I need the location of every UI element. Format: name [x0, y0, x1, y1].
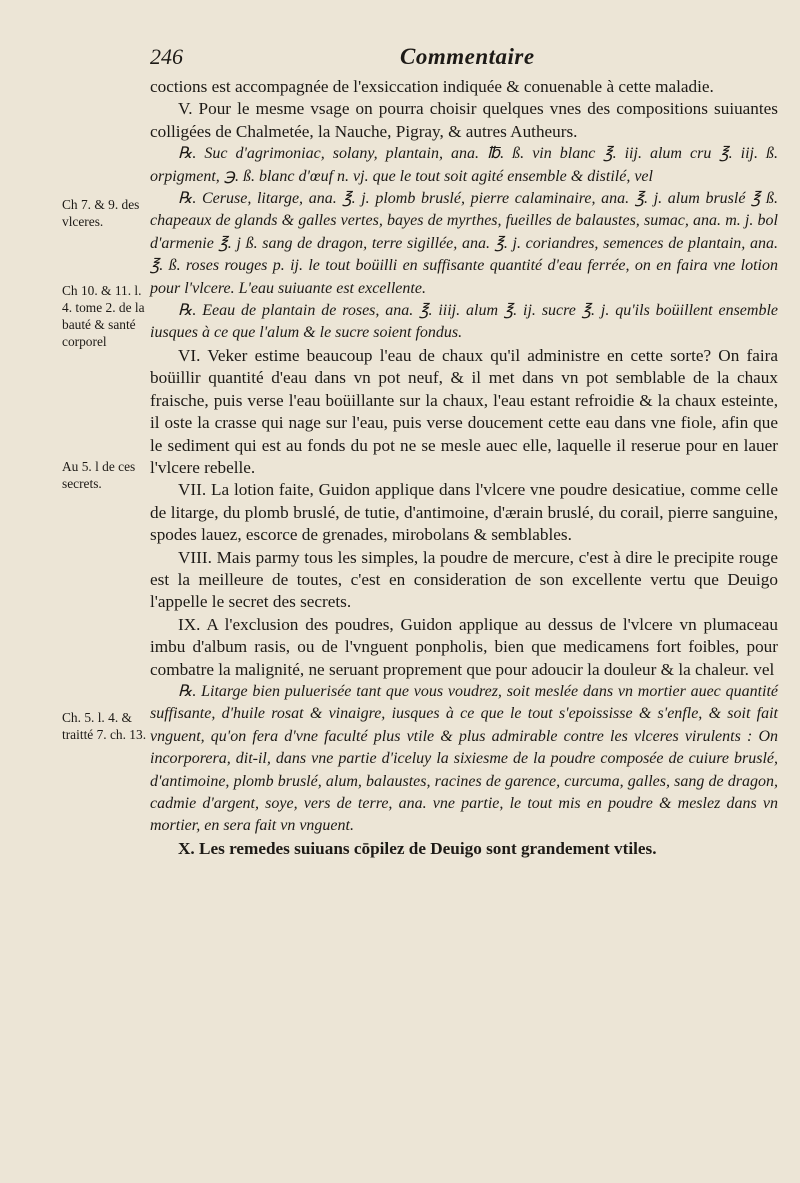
margin-note	[62, 282, 150, 350]
margin-note	[62, 458, 150, 492]
recipe-paragraph: ℞. Eeau de plantain de roses, ana. ℥. iiij. alum ℥. ij. sucre ℥. j. qu'ils boüillent ensemble iusques à ce que l'alum & le sucre soient fondus.	[150, 302, 778, 342]
paragraph: X. Les remedes suiuans cōpilez de Deuigo sont grandement vtiles.	[178, 838, 657, 858]
page-header	[150, 44, 780, 74]
recipe-paragraph: ℞. Ceruse, litarge, ana. ℥. j. plomb bruslé, pierre calaminaire, ana. ℥. j. alum bruslé ℥ ß. chapeaux de glands & galles vertes, bayes de myrthes, fueilles de balaustes, sumac, ana. m. j. bol d'armenie ℥. j ß. sang de dragon, terre sigillée, ana. ℥. j. coriandres, semences de plantain, ana. ℥. ß. roses rouges p. ij. le tout boüilli en suffisante quantité d'eau ferrée, on en faira vne lotion pour l'vlcere. L'eau suiuante est excellente.	[150, 190, 778, 297]
paragraph: VII. La lotion faite, Guidon applique dans l'vlcere vne poudre desicatiue, comme celle de litarge, du plomb bruslé, de tutie, d'antimoine, d'ærain bruslé, du corail, pierre sanguine, spodes lauez, escorce de grenades, mirobolans & semblables.	[150, 480, 778, 545]
paragraph: coctions est accompagnée de l'exsiccation indiquée & conuenable à cette maladie.	[150, 77, 714, 96]
page-number: 246	[150, 44, 183, 69]
margin-note	[62, 709, 150, 743]
recipe-paragraph: ℞. Litarge bien puluerisée tant que vous voudrez, soit meslée dans vn mortier auec quantité suffisante, d'huile rosat & vinaigre, iusques à ce que le tout s'epoississe & s'enfle, & soit fait vnguent, qu'on fera d'vne faculté plus vtile & plus admirable contre les vlceres virulents : On incorporera, dit-il, dans vne partie d'iceluy la sixiesme de la poudre composée de cuiure bruslé, d'antimoine, plomb bruslé, alum, balaustes, racines de garence, curcuma, galles, sang de dragon, cadmie d'argent, soye, vers de terre, ana. vne partie, le tout mis en poudre & meslez dans vn mortier, en sera fait vn vnguent.	[150, 682, 778, 835]
paragraph: V. Pour le mesme vsage on pourra choisir quelques vnes des compositions suiuantes colligées de Chalmetée, la Nauche, Pigray, & autres Autheurs.	[150, 99, 778, 141]
paragraph: IX. A l'exclusion des poudres, Guidon applique au dessus de l'vlcere vn plumaceau imbu d'album rasis, ou de l'vnguent ponpholis, bien que medicamens fort foibles, pour combatre la malignité, ne seruant proprement que pour adoucir la douleur & la chaleur. vel	[150, 614, 778, 679]
margin-note-text: Au 5. l de ces secrets.	[62, 459, 136, 491]
paragraph: VI. Veker estime beaucoup l'eau de chaux qu'il administre en cette sorte? On faira boüillir quantité d'eau dans vn pot neuf, & il met dans vn pot semblable de la chaux fraische, puis verse l'eau boüillante sur la chaux, l'eau estant refroidie & la chaux esteinte, il oste la crasse qui nage sur l'eau, puis verse doucement cette eau dans vne fiole, afin que le sediment qui est au fonds du pot ne se mesle auec elle, laquelle il reserue pour en lauer l'vlcere rebelle.	[150, 345, 778, 477]
margin-note-text: Ch. 5. l. 4. & traitté 7. ch. 13.	[62, 710, 147, 742]
running-title: Commentaire	[400, 44, 535, 69]
main-text	[150, 76, 778, 860]
margin-note	[62, 196, 150, 230]
paragraph: VIII. Mais parmy tous les simples, la poudre de mercure, c'est à dire le precipite rouge est la meilleure de toutes, c'est en consideration de son excellente vertu que Deuigo l'appelle le secret des secrets.	[150, 547, 778, 612]
recipe-paragraph: ℞. Suc d'agrimoniac, solany, plantain, ana. ℔. ß. vin blanc ℥. iij. alum cru ℥. iij. ß. orpigment, ℈. ß. blanc d'œuf n. vj. que le tout soit agité ensemble & distilé, vel	[150, 145, 778, 185]
margin-note-text: Ch 7. & 9. des vlceres.	[62, 197, 140, 229]
margin-note-text: Ch 10. & 11. l. 4. tome 2. de la bauté & santé corporel	[62, 283, 145, 349]
